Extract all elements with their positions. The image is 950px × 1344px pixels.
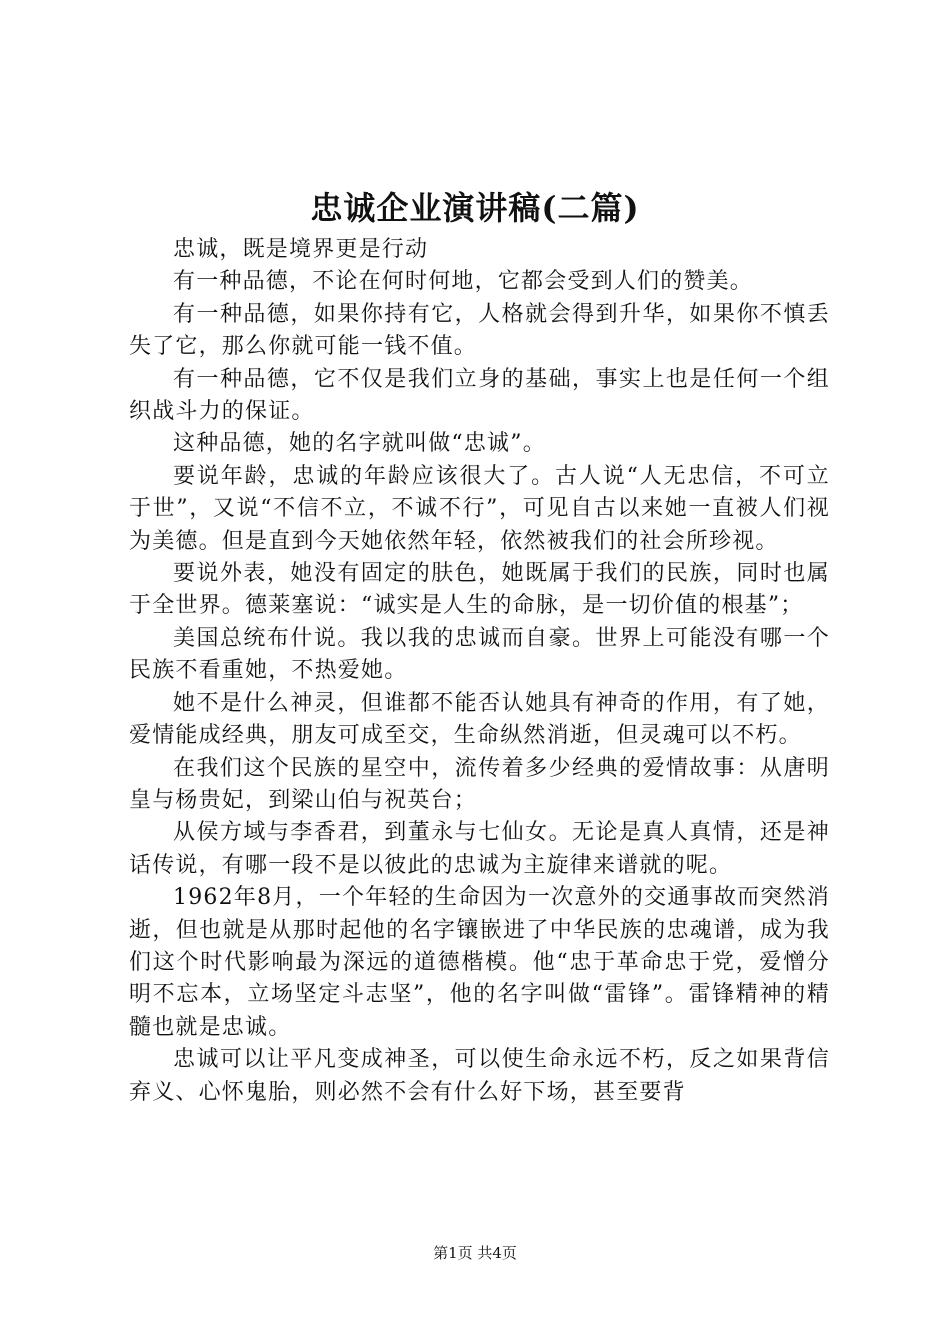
- paragraph: 忠诚可以让平凡变成神圣，可以使生命永远不朽，反之如果背信弃义、心怀鬼胎，则必然不会有什么好下场，甚至要背: [129, 1047, 830, 1105]
- paragraph: 要说年龄，忠诚的年龄应该很大了。古人说“人无忠信，不可立于世”，又说“不信不立，不诚不行”，可见自古以来她一直被人们视为美德。但是直到今天她依然年轻，依然被我们的社会所珍视。: [129, 463, 830, 554]
- paragraph: 在我们这个民族的星空中，流传着多少经典的爱情故事：从唐明皇与杨贵妃，到梁山伯与祝英台；: [129, 755, 830, 813]
- page-footer: [0, 1243, 950, 1263]
- paragraph: 从侯方域与李香君，到董永与七仙女。无论是真人真情，还是神话传说，有哪一段不是以彼此的忠诚为主旋律来谱就的呢。: [129, 820, 830, 878]
- paragraph: 要说外表，她没有固定的肤色，她既属于我们的民族，同时也属于全世界。德莱塞说：“诚实是人生的命脉，是一切价值的根基”；: [129, 561, 830, 619]
- paragraph: 有一种品德，如果你持有它，人格就会得到升华，如果你不慎丢失了它，那么你就可能一钱不值。: [129, 301, 830, 360]
- paragraph: 忠诚，既是境界更是行动: [173, 237, 429, 262]
- document-body: [129, 234, 830, 1109]
- paragraph: 有一种品德，不论在何时何地，它都会受到人们的赞美。: [173, 269, 754, 295]
- paragraph: 1962年8月，一个年轻的生命因为一次意外的交通事故而突然消逝，但也就是从那时起他的名字镶嵌进了中华民族的忠魂谱，成为我们这个时代影响最为深远的道德楷模。他“忠于革命忠于党，爱憎分明不忘本，立场坚定斗志坚”，他的名字叫做“雷锋”。雷锋精神的精髓也就是忠诚。: [129, 885, 830, 1040]
- document-title: 忠诚企业演讲稿(二篇): [310, 189, 640, 227]
- paragraph: 美国总统布什说。我以我的忠诚而自豪。世界上可能没有哪一个民族不看重她，不热爱她。: [129, 625, 830, 684]
- paragraph: 这种品德，她的名字就叫做“忠诚”。: [173, 431, 546, 457]
- page-indicator: 第1页 共4页: [433, 1244, 517, 1262]
- paragraph: 她不是什么神灵，但谁都不能否认她具有神奇的作用，有了她，爱情能成经典，朋友可成至交，生命纵然消逝，但灵魂可以不朽。: [129, 690, 830, 749]
- paragraph: 有一种品德，它不仅是我们立身的基础，事实上也是任何一个组织战斗力的保证。: [129, 366, 830, 425]
